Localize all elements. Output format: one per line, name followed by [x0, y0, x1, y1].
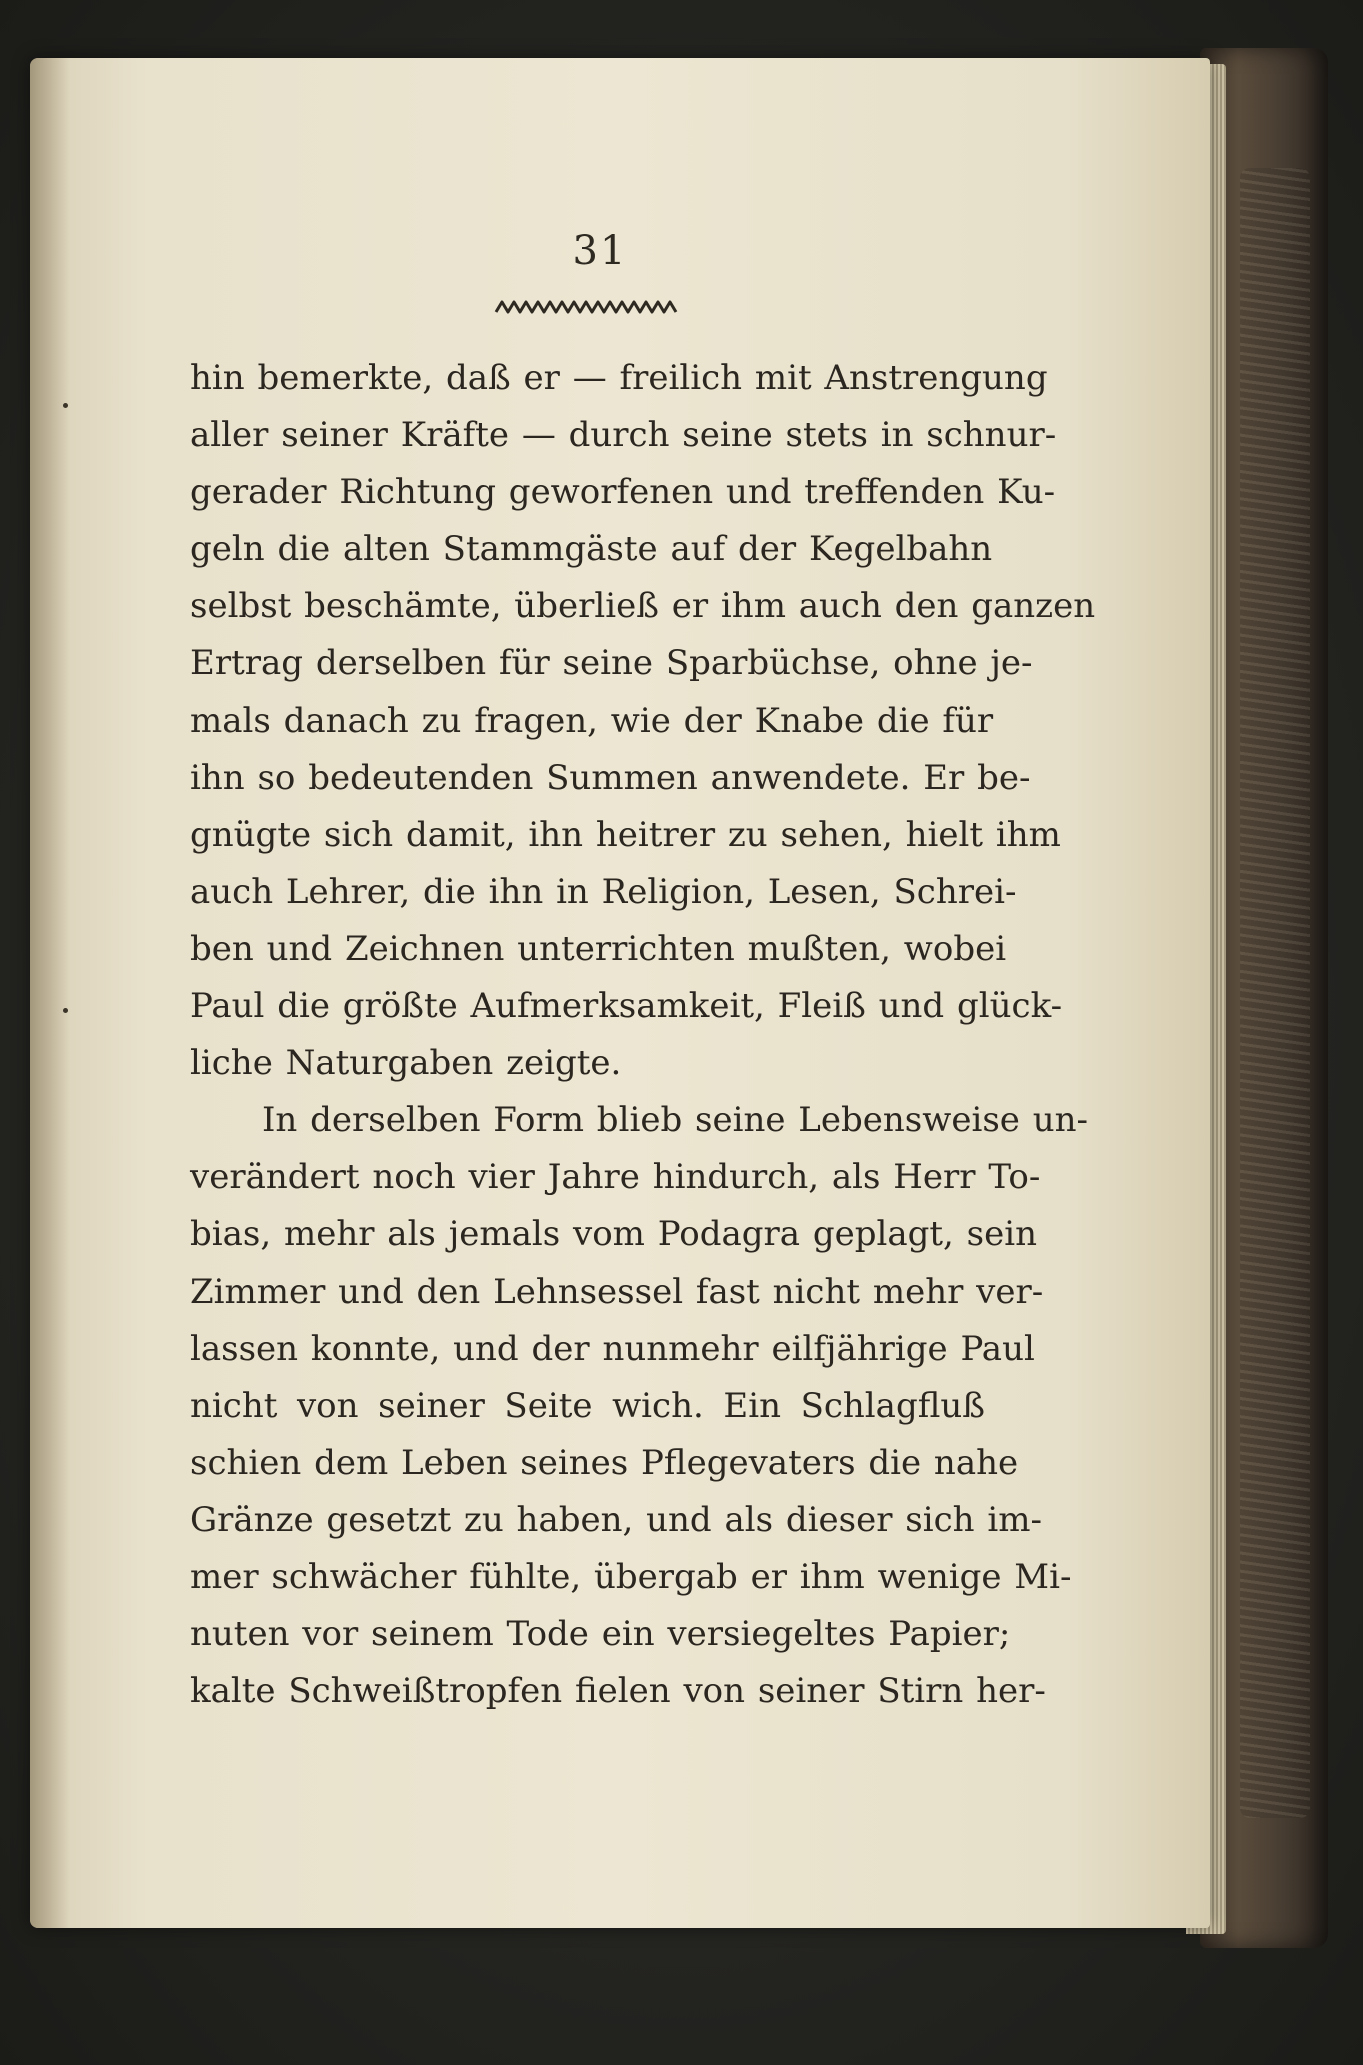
text-line: Zimmer und den Lehnsessel fast nicht mehr ver- [190, 1271, 1044, 1312]
text-line: schien dem Leben seines Pflegevaters die nahe [190, 1442, 1019, 1483]
text-line: ben und Zeichnen unterrichten mußten, wobei [190, 928, 1007, 969]
text-line: aller seiner Kräfte — durch seine stets in schnur- [190, 415, 1057, 456]
wavy-rule-ornament [494, 296, 678, 318]
text-line: selbst beschämte, überließ er ihm auch den ganzen [190, 586, 1096, 627]
text-line: geln die alten Stammgäste auf der Kegelbahn [190, 529, 993, 570]
text-line: verändert noch vier Jahre hindurch, als Herr To- [190, 1157, 1041, 1198]
text-line: hin bemerkte, daß er — freilich mit Anstrengung [190, 358, 1048, 398]
text-line: lassen konnte, und der nunmehr eilfjährige Paul [190, 1328, 1035, 1369]
text-line: nuten vor seinem Tode ein versiegeltes Papier; [190, 1614, 1011, 1655]
margin-mark [63, 1008, 68, 1013]
text-line: Ertrag derselben für seine Sparbüchse, ohne je- [190, 643, 1033, 684]
text-line: gnügte sich damit, ihn heitrer zu sehen, hielt ihm [190, 814, 1061, 855]
page-gutter [30, 58, 70, 1928]
paragraph-end-line: liche Naturgaben zeigte. [190, 1043, 622, 1084]
paragraph-start-line: In derselben Form blieb seine Lebensweise un- [262, 1100, 1088, 1141]
text-line: kalte Schweißtropfen fielen von seiner Stirn her- [190, 1671, 1046, 1712]
margin-mark [63, 403, 68, 408]
text-line: mer schwächer fühlte, übergab er ihm wenige Mi- [190, 1556, 1072, 1597]
text-line: ihn so bedeutenden Summen anwendete. Er be- [190, 757, 1031, 798]
body-text [190, 350, 1096, 1730]
text-line: bias, mehr als jemals vom Podagra geplagt, sein [190, 1214, 1037, 1255]
text-line: Paul die größte Aufmerksamkeit, Fleiß und glück- [190, 986, 1063, 1027]
text-line: auch Lehrer, die ihn in Religion, Lesen, Schrei- [190, 871, 1017, 912]
text-line: gerader Richtung geworfenen und treffenden Ku- [190, 472, 1056, 513]
page-number: 31 [572, 228, 628, 274]
text-line: nicht von seiner Seite wich. Ein Schlagfluß [190, 1385, 985, 1426]
text-line: mals danach zu fragen, wie der Knabe die für [190, 700, 994, 741]
text-line: Gränze gesetzt zu haben, und als dieser sich im- [190, 1499, 1042, 1540]
